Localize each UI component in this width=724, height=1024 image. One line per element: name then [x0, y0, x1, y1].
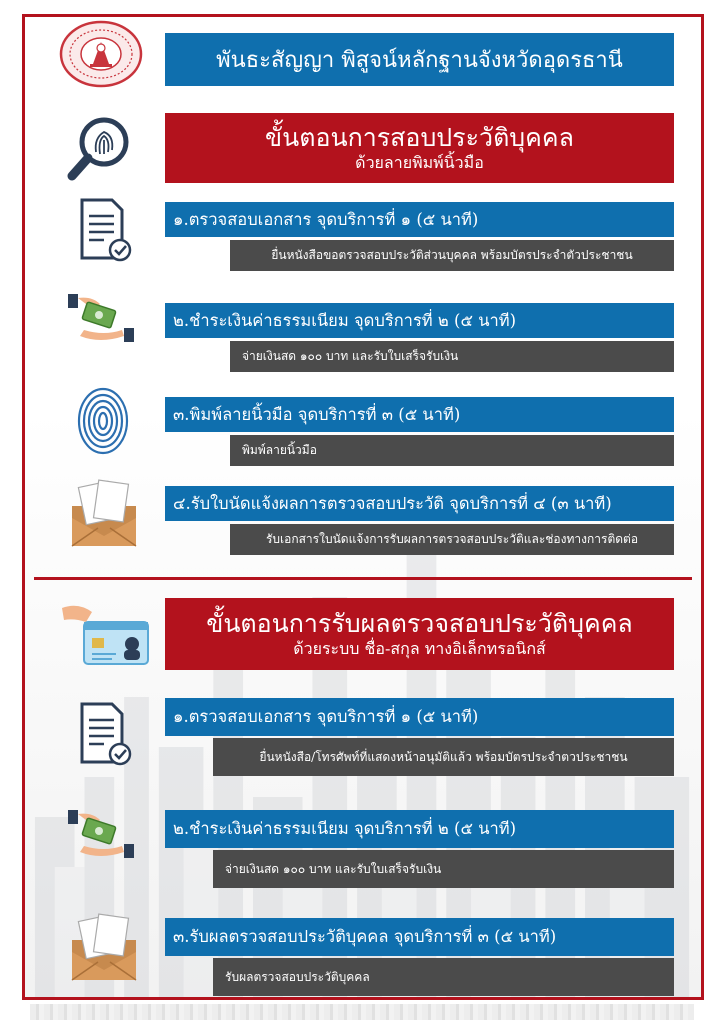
fingerprint-icon	[74, 384, 132, 458]
s1-step4-title: ๔.รับใบนัดแจ้งผลการตรวจสอบประวัติ จุดบริการที่ ๔ (๓ นาที)	[173, 493, 612, 513]
s2-step2-title: ๒.ชำระเงินค่าธรรมเนียม จุดบริการที่ ๒ (๕ นาที)	[173, 819, 517, 838]
section2-banner	[165, 598, 674, 670]
s1-step1-title-bar	[165, 202, 674, 237]
institute-seal-logo	[56, 18, 146, 90]
s1-step3-desc-bar	[230, 435, 674, 466]
s1-step4-title-bar	[165, 486, 674, 521]
s1-step2-desc-bar	[230, 341, 674, 372]
s1-step3-title: ๓.พิมพ์ลายนิ้วมือ จุดบริการที่ ๓ (๕ นาที)	[173, 404, 461, 424]
money-hand-icon	[64, 292, 138, 350]
section2-subtitle: ด้วยระบบ ชื่อ-สกุล ทางอิเล็กทรอนิกส์	[293, 639, 546, 658]
s1-step4-desc: รับเอกสารใบนัดแจ้งการรับผลการตรวจสอบประวัติและช่องทางการติดต่อ	[265, 532, 639, 546]
section1-title: ขั้นตอนการสอบประวัติบุคคล	[265, 123, 574, 152]
s2-step1-title-bar	[165, 698, 674, 736]
s1-step1-title: ๑.ตรวจสอบเอกสาร จุดบริการที่ ๑ (๕ นาที)	[173, 209, 479, 229]
s2-step1-desc: ยื่นหนังสือ/โทรศัพท์ที่แสดงหน้าอนุมัติแล้ว พร้อมบัตรประจำตวประชาชน	[259, 749, 628, 764]
s2-step2-desc-bar	[213, 850, 674, 888]
header-title-banner	[165, 33, 674, 86]
s1-step3-desc: พิมพ์ลายนิ้วมือ	[242, 443, 317, 457]
s1-step2-desc: จ่ายเงินสด ๑๐๐ บาท และรับใบเสร็จรับเงิน	[242, 349, 459, 363]
s1-step3-title-bar	[165, 397, 674, 432]
money-hand-icon	[64, 808, 138, 866]
document-check-icon	[76, 698, 136, 770]
s1-step4-desc-bar	[230, 524, 674, 555]
bottom-decorative-strip	[30, 1004, 694, 1020]
section2-title: ขั้นตอนการรับผลตรวจสอบประวัติบุคคล	[206, 609, 633, 638]
id-card-hand-icon	[58, 598, 154, 670]
s1-step2-title: ๒.ชำระเงินค่าธรรมเนียม จุดบริการที่ ๒ (๕ นาที)	[173, 310, 517, 330]
s2-step3-title: ๓.รับผลตรวจสอบประวัติบุคคล จุดบริการที่ ๓ (๕ นาที)	[173, 927, 557, 946]
section-divider	[34, 577, 692, 580]
s2-step2-title-bar	[165, 810, 674, 848]
document-check-icon	[76, 196, 136, 264]
s2-step1-desc-bar	[213, 738, 674, 776]
s1-step1-desc-bar	[230, 240, 674, 271]
header-title: พันธะสัญญา พิสูจน์หลักฐานจังหวัดอุดรธานี	[216, 48, 623, 73]
s2-step2-desc: จ่ายเงินสด ๑๐๐ บาท และรับใบเสร็จรับเงิน	[225, 861, 442, 876]
s1-step2-title-bar	[165, 303, 674, 338]
s2-step3-title-bar	[165, 918, 674, 956]
envelope-icon	[68, 478, 140, 550]
section1-subtitle: ด้วยลายพิมพ์นิ้วมือ	[355, 153, 484, 172]
s2-step1-title: ๑.ตรวจสอบเอกสาร จุดบริการที่ ๑ (๕ นาที)	[173, 707, 479, 726]
s1-step1-desc: ยื่นหนังสือขอตรวจสอบประวัติส่วนบุคคล พร้อมบัตรประจำตัวประชาชน	[271, 248, 633, 262]
section1-banner	[165, 113, 674, 183]
envelope-icon	[68, 908, 140, 988]
s2-step3-desc-bar	[213, 958, 674, 996]
magnifier-fingerprint-icon	[66, 114, 134, 184]
s2-step3-desc: รับผลตรวจสอบประวัติบุคคล	[225, 969, 370, 984]
